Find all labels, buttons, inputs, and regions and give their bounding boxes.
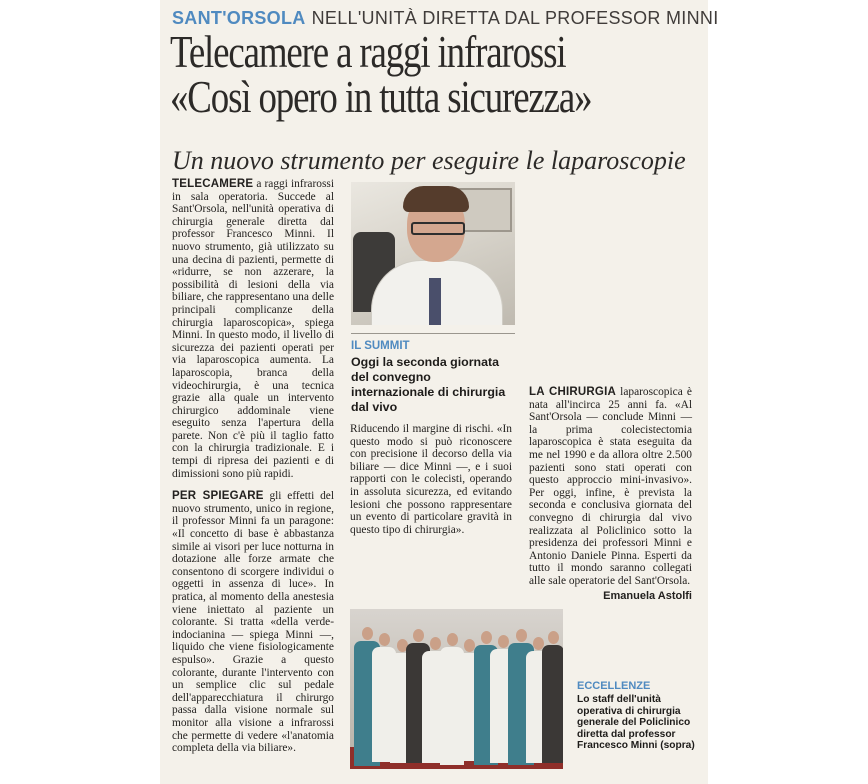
portrait-photo-minni: [351, 182, 515, 325]
summit-tag: IL SUMMIT: [351, 340, 410, 352]
staff-face: [413, 629, 424, 642]
staff-face: [379, 633, 390, 646]
lead-word-1: TELECAMERE: [172, 178, 254, 190]
staff-face: [430, 637, 441, 650]
photo-caption: [577, 681, 702, 751]
staff-face: [548, 631, 559, 644]
kicker-text: NELL'UNITÀ DIRETTA DAL PROFESSOR MINNI: [311, 8, 719, 28]
subheadline: Un nuovo strumento per eseguire le laparoscopie: [172, 146, 686, 175]
paragraph-2: [172, 490, 334, 754]
group-photo-staff: [350, 609, 563, 769]
caption-tag: ECCELLENZE: [577, 680, 651, 692]
staff-face: [498, 635, 509, 648]
headline-line-2: «Così opero in tutta sicurezza»: [170, 72, 592, 122]
paragraph-4-text: laparoscopica è nata all'incirca 25 anni fa. «Al Sant'Orsola — conclude Minni — la prima colecistectomia laparoscopica è stata eseguita da me nel 1990 e da allora oltre 2.500 pazienti sono stati operati con questo approccio mini-invasivo». Per oggi, infine, è prevista la seconda e conclusiva giornata del convegno di chirurgia dal vivo realizzata al Policlinico sotto la presidenza dei professori Minni e Antonio Daniele Pinna. Esperti da tutto il mondo saranno collegati alle sale operatorie del Sant'Orsola.: [529, 386, 692, 587]
paragraph-4: [529, 386, 692, 588]
lead-word-3: LA CHIRURGIA: [529, 386, 616, 398]
summit-box: [351, 333, 515, 415]
article-column-1: [172, 178, 334, 755]
paragraph-1: [172, 178, 334, 480]
kicker-place: SANT'ORSOLA: [172, 8, 306, 28]
paragraph-1-text: a raggi infrarossi in sala operatoria. Succede al Sant'Orsola, nell'unità operativa di chirurgia generale diretta dal professor Francesco Minni. Il nuovo strumento, già utilizzato su una decina di pazienti, permette di «ridurre, se non azzerare, la possibilità di lesioni della via biliare, che rappresentano una delle principali complicanze della chirurgia laparoscopica», spiega Minni. In questo modo, il livello di sicurezza dei pazienti operati per via laparoscopica aumenta. La laparoscopia, branca della videochirurgia, è una tecnica grazie alla quale un intervento chirurgico addominale viene eseguito senza l'apertura della parete. Non c'è più il taglio fatto con la chirurgia tradizionale. E i tempi di ripresa dei pazienti e di dimissioni sono più rapidi.: [172, 178, 334, 480]
paragraph-3: Riducendo il margine di rischi. «In questo modo si può riconoscere con precisione il decorso della via biliare — dice Minni —, e i suoi rapporti con le colecisti, operando in assoluta sicurezza, ed evitando lesioni che possono rappresentare un evento di particolare gravità in questo tipo di chirurgia».: [350, 423, 512, 536]
photo-hair: [403, 186, 469, 212]
article-column-3: [529, 386, 692, 602]
article-column-2: [350, 423, 512, 536]
caption-text: Lo staff dell'unità operativa di chirurgia generale del Policlinico diretta dal professor Francesco Minni (sopra): [577, 694, 695, 752]
staff-face: [362, 627, 373, 640]
paragraph-2-text: gli effetti del nuovo strumento, unico in regione, il professor Minni fa un paragone: «Il concetto di base è abbastanza simile ai visori per luce notturna in dotazione alle forze armate che consentono di scorgere individui o oggetti in assenza di luce». In pratica, al momento della anestesia viene iniettato al paziente un colorante. Si tratta «della verde-indocianina — spiega Minni —, liquido che viene fisiologicamente espulso». Grazie a questo colorante, durante l'intervento con un semplice clic sul pedale dell'apparecchiatura il chirurgo passa dalla visione normale sul monitor alla visione a infrarossi che permette di vedere «l'anatomia completa della via biliare».: [172, 490, 334, 755]
staff-figure: [542, 645, 563, 763]
photo-glasses: [411, 222, 465, 235]
author-signature: Emanuela Astolfi: [603, 589, 692, 602]
lead-word-2: PER SPIEGARE: [172, 490, 264, 503]
headline-line-1: Telecamere a raggi infrarossi: [170, 27, 566, 77]
kicker: [172, 8, 719, 29]
staff-face: [481, 631, 492, 644]
photo-tie: [429, 278, 441, 325]
staff-face: [516, 629, 527, 642]
summit-text: Oggi la seconda giornata del convegno internazionale di chirurgia dal vivo: [351, 355, 506, 414]
headline: [170, 27, 605, 122]
staff-face: [447, 633, 458, 646]
